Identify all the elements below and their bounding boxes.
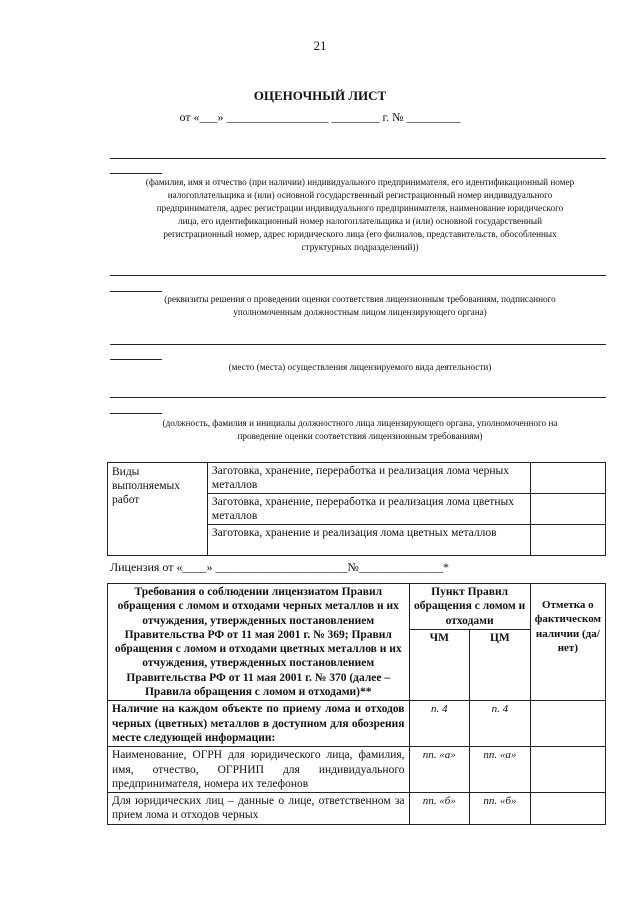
rule-point-chm: пп. «б» — [409, 793, 470, 825]
license-line[interactable]: Лицензия от «____» ______________________№______________* — [110, 560, 449, 574]
work-item: Заготовка, хранение, переработка и реализация лома черных металлов — [207, 463, 530, 494]
decision-short-line — [110, 291, 162, 292]
table-header-row — [108, 584, 606, 630]
official-fill-line[interactable] — [110, 397, 606, 398]
header-chm: ЧМ — [409, 629, 470, 700]
work-types-label: Виды выполняемых работ — [108, 463, 208, 556]
official-short-line — [110, 413, 162, 414]
document-title: ОЦЕНОЧНЫЙ ЛИСТ — [253, 88, 387, 103]
work-item: Заготовка, хранение и реализация лома цветных металлов — [207, 525, 530, 556]
decision-caption: (реквизиты решения о проведении оценки соответствия лицензионным требованиям, подписанного уполномоченным должностным лицом лицензирующего органа) — [164, 294, 556, 317]
page-number: 21 — [313, 38, 327, 53]
work-check-cell[interactable] — [531, 525, 606, 556]
requirement-text: Наименование, ОГРН для юридического лица, фамилия, имя, отчество, ОГРНИП для индивидуального предпринимателя, номера их телефонов — [108, 747, 410, 793]
table-row — [108, 793, 606, 825]
header-rules-point: Пункт Правил обращения с ломом и отходами — [409, 584, 530, 630]
place-fill-line[interactable] — [110, 344, 606, 345]
work-item: Заготовка, хранение, переработка и реализация лома цветных металлов — [207, 494, 530, 525]
mark-cell[interactable] — [530, 747, 605, 793]
decision-fill-line[interactable] — [110, 275, 606, 276]
mark-cell[interactable] — [530, 701, 605, 747]
rule-point-chm: п. 4 — [409, 701, 470, 747]
requirements-table — [107, 583, 606, 825]
rule-point-cm: п. 4 — [470, 701, 531, 747]
place-caption: (место (места) осуществления лицензируемого вида деятельности) — [228, 362, 492, 372]
official-caption: (должность, фамилия и инициалы должностного лица лицензирующего органа, уполномоченного на проведение оценки соответствия лицензионным требованиям) — [162, 418, 558, 441]
mark-cell[interactable] — [530, 793, 605, 825]
work-types-table — [107, 462, 606, 556]
rule-point-cm: пп. «а» — [470, 747, 531, 793]
work-row — [108, 463, 606, 494]
requirement-text: Для юридических лиц – данные о лице, ответственном за прием лома и отходов черных — [108, 793, 410, 825]
date-number-line[interactable]: от «___» _________________ ________ г. № _________ — [179, 110, 461, 124]
header-cm: ЦМ — [470, 629, 531, 700]
table-row — [108, 747, 606, 793]
entity-short-line — [110, 173, 162, 174]
rule-point-chm: пп. «а» — [409, 747, 470, 793]
table-row — [108, 701, 606, 747]
rule-point-cm: пп. «б» — [470, 793, 531, 825]
requirement-text: Наличие на каждом объекте по приему лома и отходов черных (цветных) металлов в доступном для обозрения месте следующей информации: — [108, 701, 410, 747]
work-check-cell[interactable] — [531, 463, 606, 494]
place-short-line — [110, 359, 162, 360]
header-requirements: Требования о соблюдении лицензиатом Правил обращения с ломом и отходами черных металлов и их отчуждения, утвержденных постановлением Правительства РФ от 11 мая 2001 г. № 369; Правил обращения с ломом и отходами цветных металлов и их отчуждения, утвержденных постановлением Правительства РФ от 11 мая 2001 г. № 370 (далее – Правила обращения с ломом и отходами)** — [108, 584, 410, 701]
header-actual-mark: Отметка о фактическом наличии (да/нет) — [530, 584, 605, 701]
work-check-cell[interactable] — [531, 494, 606, 525]
entity-caption: (фамилия, имя и отчество (при наличии) индивидуального предпринимателя, его идентификационный номер налогоплательщика и (или) основной государственный регистрационный номер индивидуального предпринимателя, адрес регистрации индивидуального предпринимателя, наименование юридического лица, его идентификационный номер налогоплательщика и (или) основной государственный регистрационный номер, адрес юридического лица (его филиалов, представительств, обособленных структурных подразделений)) — [145, 177, 575, 252]
entity-fill-line[interactable] — [110, 158, 606, 159]
